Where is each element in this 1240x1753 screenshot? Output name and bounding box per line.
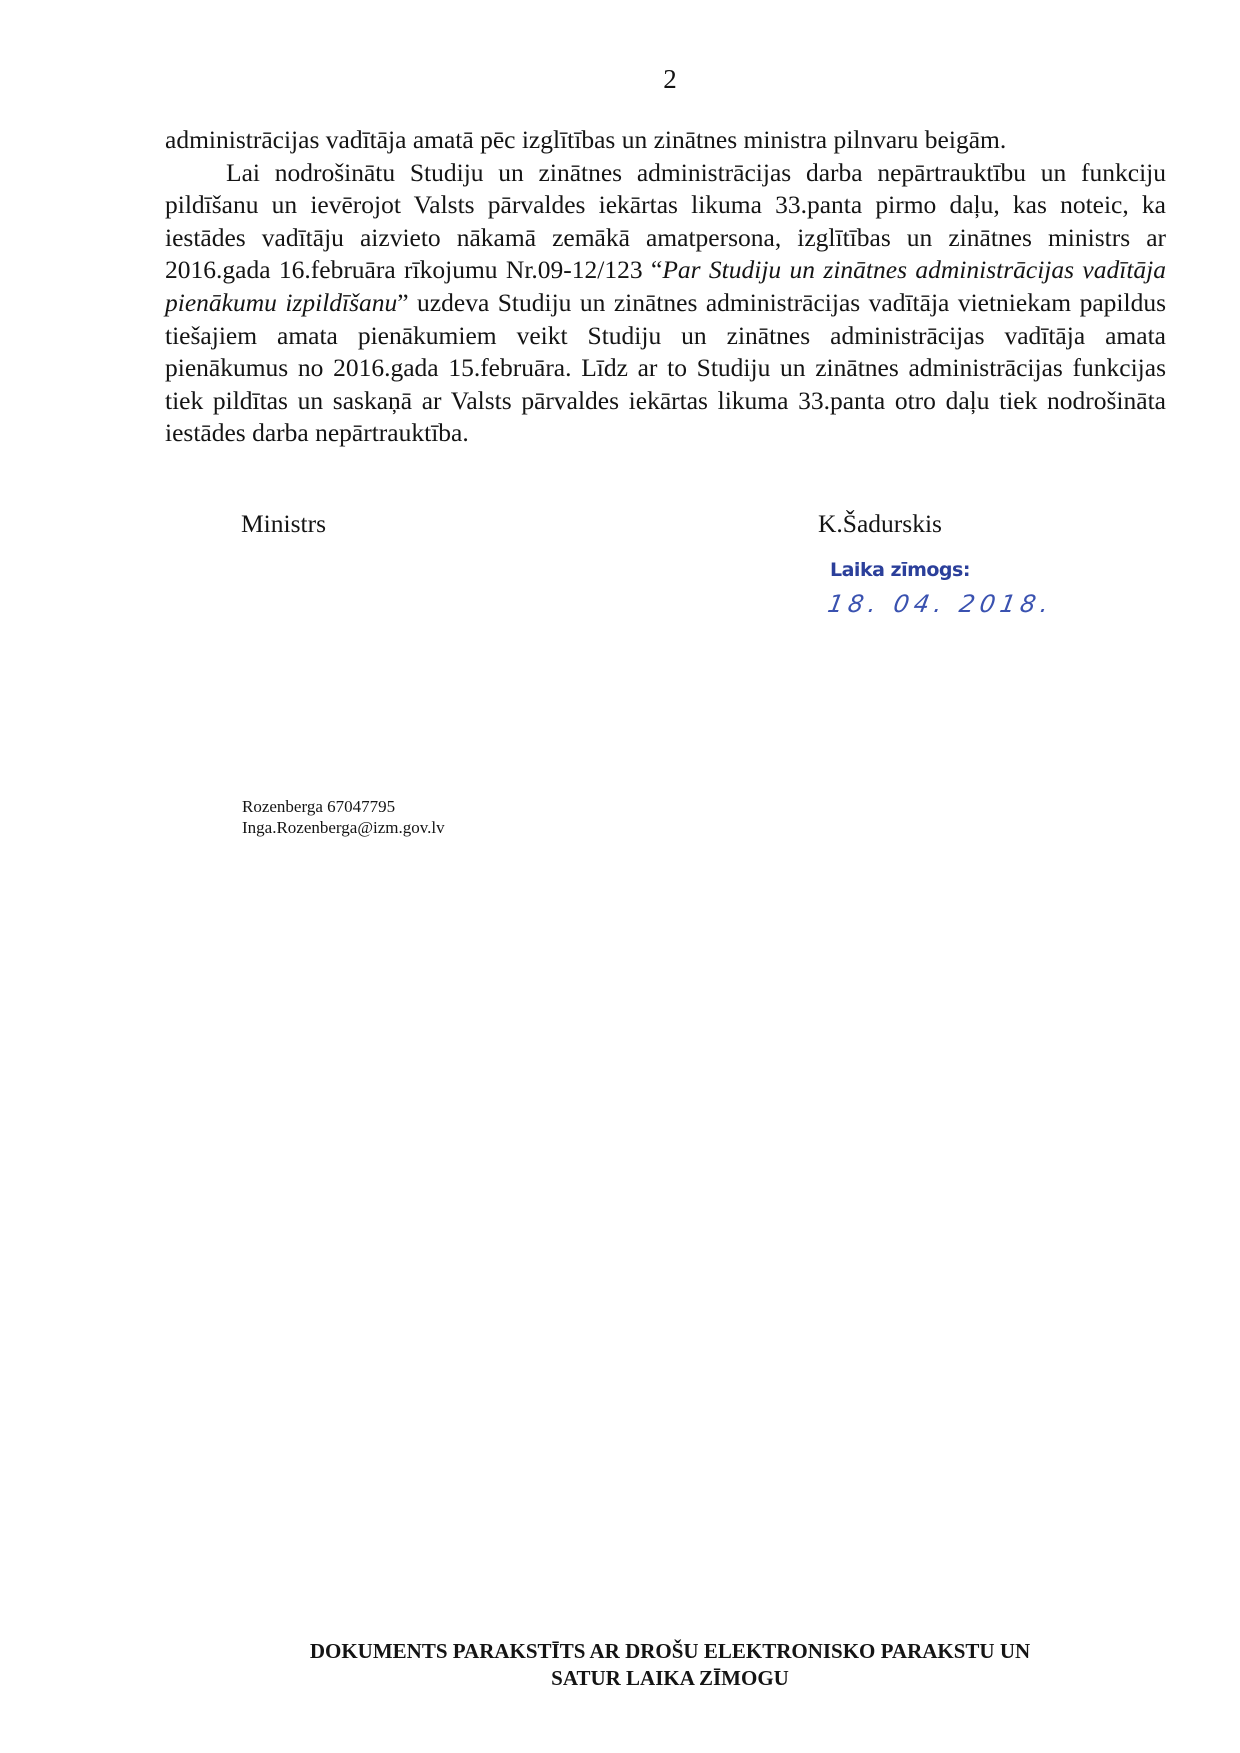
document-body (165, 124, 1166, 450)
signatory-name: K.Šadurskis (818, 509, 942, 538)
paragraph-main-text-end: ” uzdeva Studiju un zinātnes administrācijas vadītāja vietniekam papildus tiešajiem amata pienākumiem veikt Studiju un zinātnes administrācijas vadītāja amata pienākumus no 2016.gada 15.februāra. Līdz ar to Studiju un zinātnes administrācijas funkcijas tiek pildītas un saskaņā ar Valsts pārvaldes iekārtas likuma 33.panta otro daļu tiek nodrošināta iestādes darba nepārtrauktība. (165, 287, 1166, 448)
signature-notice-footer (0, 1638, 1240, 1692)
paragraph-main-text-start: Lai nodrošinātu Studiju un zinātnes administrācijas darba nepārtrauktību un funkciju pildīšanu un ievērojot Valsts pārvaldes iekārtas likuma 33.panta pirmo daļu, kas noteic, ka iestādes vadītāju aizvieto nākamā zemākā amatpersona, izglītības un zinātnes ministrs ar 2016.gada 16.februāra rīkojumu Nr.09-12/123 “ (165, 157, 1166, 285)
order-title-italic: Par Studiju un zinātnes administrācijas vadītāja pienākumu izpildīšanu (165, 255, 1166, 317)
paragraph-main (165, 157, 1166, 450)
page-number: 2 (663, 64, 677, 94)
contact-email: Inga.Rozenberga@izm.gov.lv (242, 818, 445, 837)
signatory-role: Ministrs (241, 509, 327, 538)
contact-phone: Rozenberga 67047795 (242, 797, 396, 816)
footer-line-2: SATUR LAIKA ZĪMOGU (551, 1666, 789, 1690)
footer-line-1: DOKUMENTS PARAKSTĪTS AR DROŠU ELEKTRONISKO PARAKSTU UN (309, 1639, 1031, 1663)
timestamp-handwritten-date: 18. 04. 2018. (825, 590, 1056, 618)
timestamp-label: Laika zīmogs: (830, 559, 970, 581)
paragraph-continuation: administrācijas vadītāja amatā pēc izglītības un zinātnes ministra pilnvaru beigām. (165, 125, 1007, 154)
contact-block (242, 796, 445, 838)
